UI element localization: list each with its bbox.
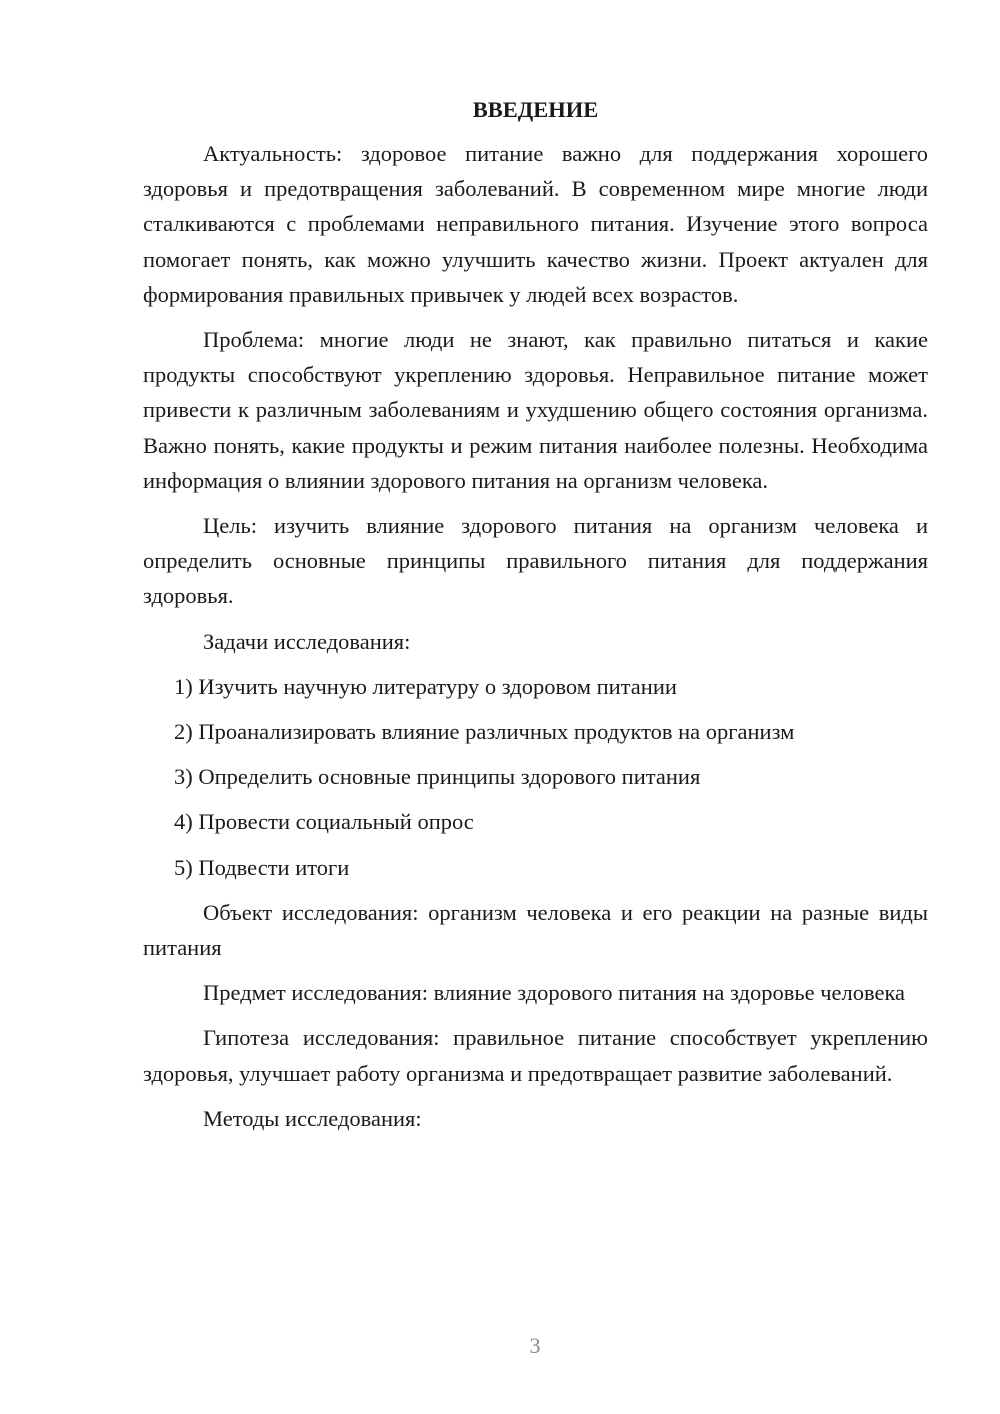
task-item: 5) Подвести итоги xyxy=(174,854,350,880)
tasks-heading: Задачи исследования: xyxy=(203,628,411,654)
goal-paragraph: Цель: изучить влияние здорового питания на организм человека и определить основные принципы правильного питания для поддержания здоровья. xyxy=(143,513,928,609)
document-page xyxy=(143,92,928,1136)
task-item: 4) Провести социальный опрос xyxy=(174,809,474,835)
relevance-paragraph: Актуальность: здоровое питание важно для поддержания хорошего здоровья и предотвращения заболеваний. В современном мире многие люди сталкиваются с проблемами неправильного питания. Изучение этого вопроса помогает понять, как можно улучшить качество жизни. Проект актуален для формирования правильных привычек у людей всех возрастов. xyxy=(143,141,928,307)
tasks-list xyxy=(143,669,928,885)
problem-paragraph: Проблема: многие люди не знают, как правильно питаться и какие продукты способствуют укреплению здоровья. Неправильное питание может привести к различным заболеваниям и ухудшению общего состояния организма. Важно понять, какие продукты и режим питания наиболее полезны. Необходима информация о влиянии здорового питания на организм человека. xyxy=(143,327,928,493)
task-item: 2) Проанализировать влияние различных продуктов на организм xyxy=(174,719,795,745)
object-paragraph: Объект исследования: организм человека и его реакции на разные виды питания xyxy=(143,899,928,961)
task-item: 1) Изучить научную литературу о здоровом питании xyxy=(174,673,677,699)
subject-paragraph: Предмет исследования: влияние здорового питания на здоровье человека xyxy=(203,980,906,1006)
section-title: ВВЕДЕНИЕ xyxy=(472,97,599,122)
task-item: 3) Определить основные принципы здорового питания xyxy=(174,764,701,790)
methods-heading: Методы исследования: xyxy=(203,1105,422,1131)
hypothesis-paragraph: Гипотеза исследования: правильное питание способствует укреплению здоровья, улучшает работу организма и предотвращает развитие заболеваний. xyxy=(143,1025,928,1086)
page-number: 3 xyxy=(529,1333,541,1358)
